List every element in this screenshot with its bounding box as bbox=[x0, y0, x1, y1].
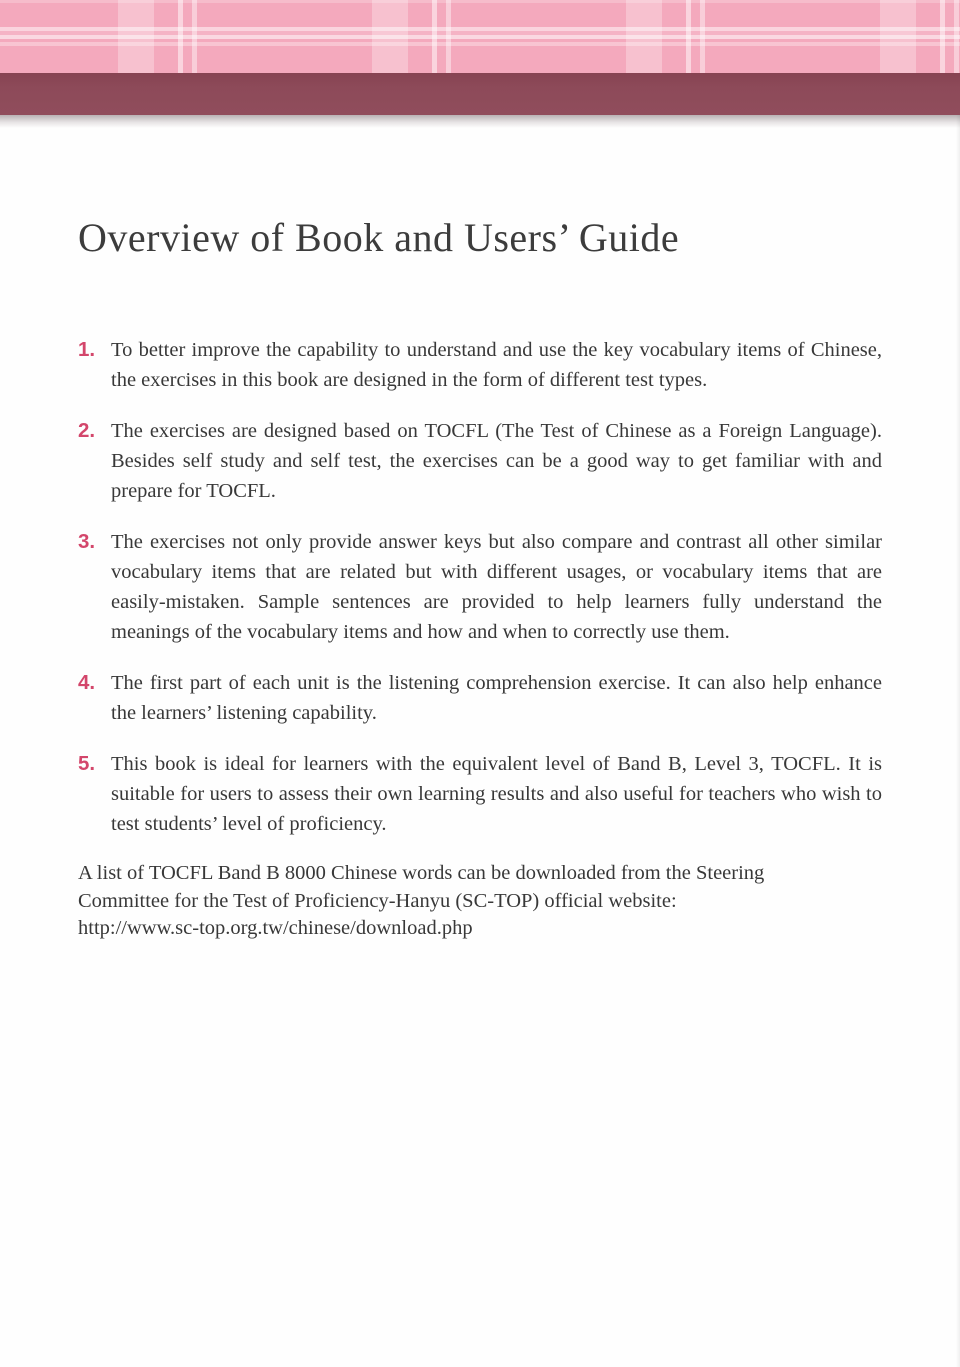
scan-edge-shading bbox=[956, 115, 960, 1367]
list-item bbox=[78, 527, 882, 647]
list-item-number: 5. bbox=[78, 752, 96, 775]
list-item bbox=[78, 749, 882, 839]
list-item-text: The exercises not only provide answer keys but also compare and contrast all other similar vocabulary items that are related but with different usages, or vocabulary items that are easily-mistaken. Sample sentences are provided to help learners fully understand the meanings of the vocabulary items and how and when to correctly use them. bbox=[111, 531, 882, 643]
download-note-line: A list of TOCFL Band B 8000 Chinese words can be downloaded from the Steering bbox=[78, 862, 765, 884]
list-item-text: The first part of each unit is the listening comprehension exercise. It can also help enhance the learners’ listening capability. bbox=[111, 672, 882, 724]
page-title: Overview of Book and Users’ Guide bbox=[78, 215, 680, 260]
plaid-banner bbox=[0, 0, 960, 73]
download-url: http://www.sc-top.org.tw/chinese/download.php bbox=[78, 917, 473, 939]
maroon-band bbox=[0, 73, 960, 115]
list-item-number: 4. bbox=[78, 671, 96, 694]
list-item-text: This book is ideal for learners with the equivalent level of Band B, Level 3, TOCFL. It is suitable for users to assess their own learning results and also useful for teachers who wish to test students’ level of proficiency. bbox=[111, 753, 882, 835]
download-note-line: Committee for the Test of Proficiency-Hanyu (SC-TOP) official website: bbox=[78, 889, 677, 912]
list-item-text: The exercises are designed based on TOCFL (The Test of Chinese as a Foreign Language). Besides self study and self test, the exercises can be a good way to get familiar with and prepare for TOCFL. bbox=[111, 420, 882, 502]
list-item-number: 3. bbox=[78, 530, 96, 553]
decorative-header bbox=[0, 0, 960, 128]
page-content bbox=[0, 214, 960, 943]
list-item bbox=[78, 416, 882, 506]
list-item-number: 2. bbox=[78, 419, 96, 442]
overview-list bbox=[78, 335, 882, 839]
band-shadow bbox=[0, 115, 960, 128]
list-item-number: 1. bbox=[78, 338, 96, 361]
download-note bbox=[78, 860, 882, 943]
list-item-text: To better improve the capability to understand and use the key vocabulary items of Chinese, the exercises in this book are designed in the form of different test types. bbox=[111, 339, 882, 391]
list-item bbox=[78, 668, 882, 728]
list-item bbox=[78, 335, 882, 395]
